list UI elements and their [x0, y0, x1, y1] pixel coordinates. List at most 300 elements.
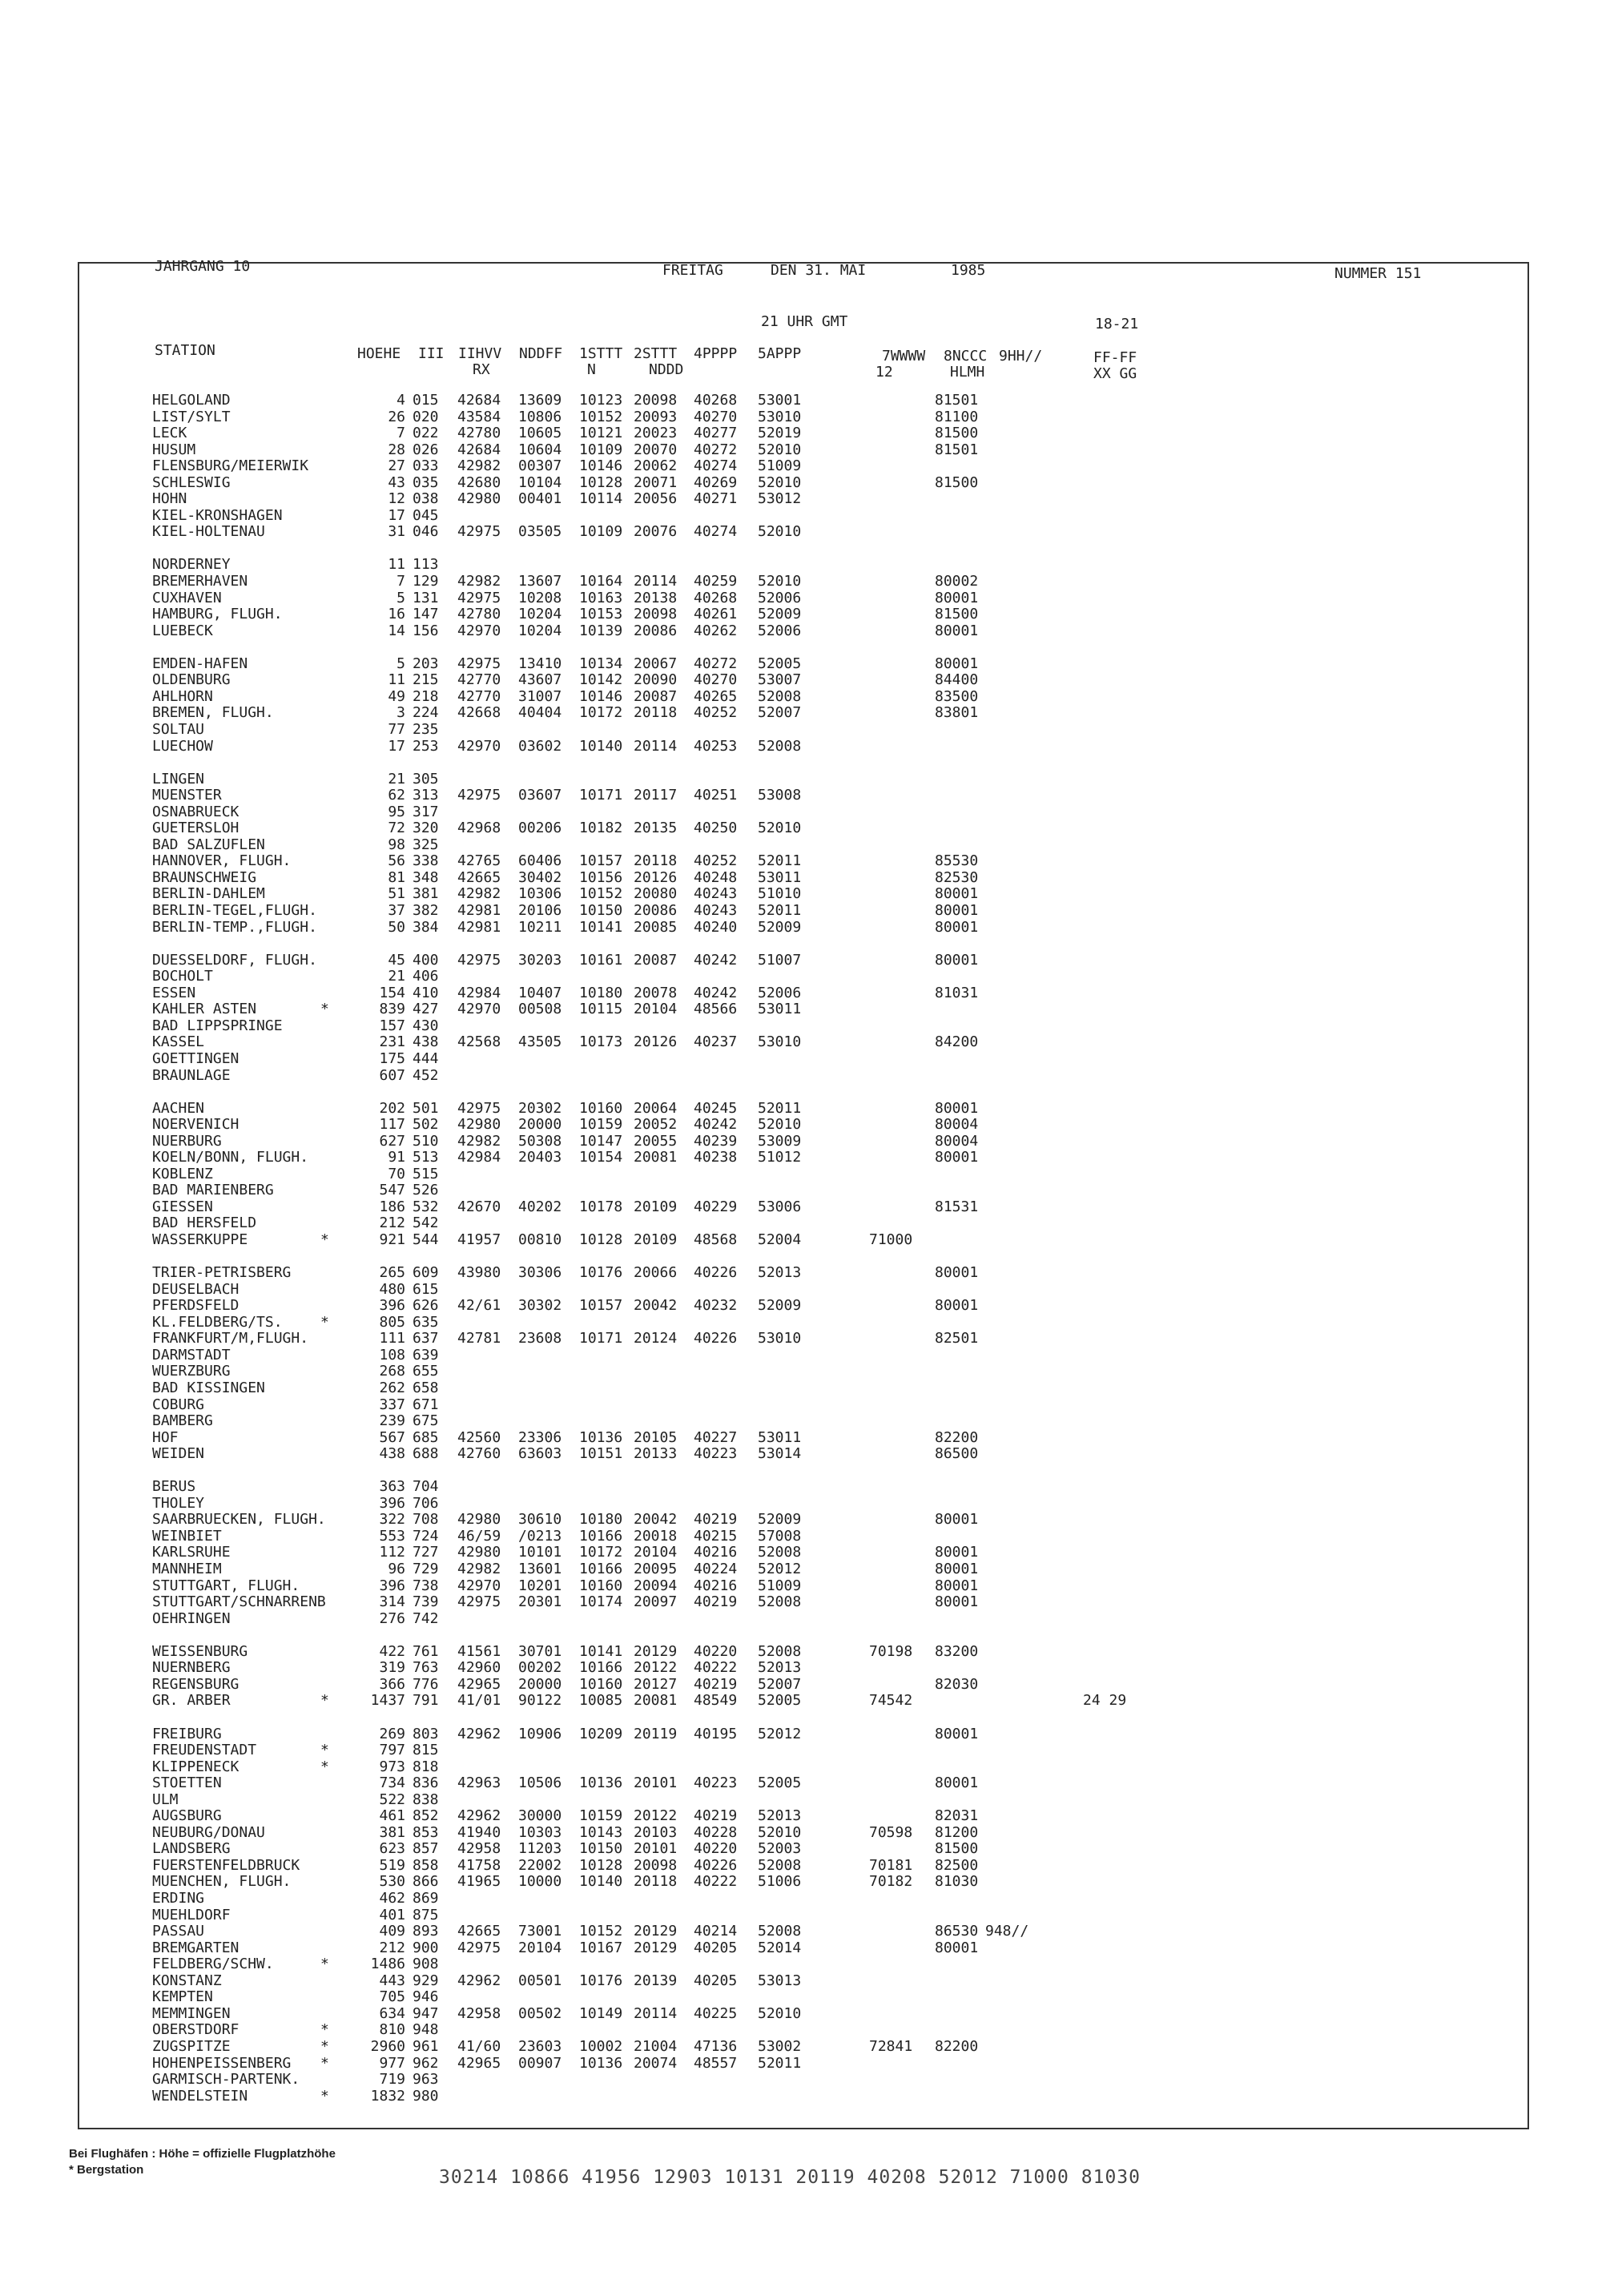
- station-hoehe: 17: [388, 507, 405, 524]
- station-s5: 52006: [758, 985, 802, 1001]
- station-iii: 818: [413, 1758, 439, 1775]
- station-mark: *: [320, 1956, 329, 1972]
- station-hoehe: 186: [379, 1198, 405, 1215]
- station-iii: 218: [413, 688, 439, 705]
- station-s2: 20122: [634, 1659, 678, 1676]
- station-s2: 20078: [634, 985, 678, 1001]
- station-nddff: 10201: [518, 1577, 562, 1594]
- station-p4: 40205: [694, 1972, 738, 1989]
- station-iii: 526: [413, 1182, 439, 1198]
- station-name: TRIER-PETRISBERG: [152, 1264, 292, 1281]
- station-nddff: 20106: [518, 902, 562, 919]
- station-hoehe: 705: [379, 1988, 405, 2005]
- station-nddff: 90122: [518, 1692, 562, 1709]
- station-s5: 52014: [758, 1940, 802, 1956]
- station-n8: 80001: [935, 1774, 979, 1791]
- station-hoehe: 45: [388, 952, 405, 969]
- station-s5: 53014: [758, 1445, 802, 1462]
- station-s5: 52008: [758, 1643, 802, 1660]
- station-s2: 20104: [634, 1544, 678, 1561]
- issue-number: NUMMER 151: [1334, 265, 1422, 282]
- station-n8: 83801: [935, 704, 979, 721]
- station-name: WUERZBURG: [152, 1363, 231, 1380]
- station-s5: 53011: [758, 1429, 802, 1446]
- station-nddff: 10204: [518, 622, 562, 639]
- station-s1: 10143: [579, 1824, 623, 1841]
- station-iii: 215: [413, 671, 439, 688]
- station-s5: 52010: [758, 474, 802, 491]
- station-name: FUERSTENFELDBRUCK: [152, 1857, 300, 1874]
- station-name: STUTTGART, FLUGH.: [152, 1577, 300, 1594]
- station-nddff: 00206: [518, 820, 562, 836]
- station-name: OBERSTDORF: [152, 2021, 239, 2038]
- station-p4: 40216: [694, 1577, 738, 1594]
- station-name: WASSERKUPPE: [152, 1231, 248, 1248]
- station-iihvv: 41957: [457, 1231, 501, 1248]
- station-iii: 615: [413, 1281, 439, 1298]
- station-s5: 52012: [758, 1726, 802, 1742]
- station-nddff: 30302: [518, 1297, 562, 1314]
- station-name: PASSAU: [152, 1923, 205, 1940]
- station-s1: 10140: [579, 1873, 623, 1890]
- time-range: 18-21: [1095, 316, 1139, 332]
- station-hoehe: 77: [388, 721, 405, 738]
- station-hoehe: 627: [379, 1133, 405, 1150]
- station-iii: 022: [413, 425, 439, 441]
- station-s2: 20071: [634, 474, 678, 491]
- station-name: BERUS: [152, 1478, 196, 1495]
- station-name: BAD MARIENBERG: [152, 1182, 274, 1198]
- station-name: AACHEN: [152, 1100, 205, 1117]
- station-nddff: 30306: [518, 1264, 562, 1281]
- station-s1: 10209: [579, 1726, 623, 1742]
- station-name: ESSEN: [152, 985, 196, 1001]
- station-hoehe: 72: [388, 820, 405, 836]
- station-s2: 20018: [634, 1528, 678, 1545]
- station-p4: 40219: [694, 1511, 738, 1528]
- station-s2: 21004: [634, 2038, 678, 2055]
- station-name: GUETERSLOH: [152, 820, 239, 836]
- col-iihvv-sub: RX: [473, 361, 490, 378]
- station-s2: 20114: [634, 573, 678, 590]
- station-iii: 675: [413, 1412, 439, 1429]
- station-iii: 544: [413, 1231, 439, 1248]
- station-nddff: 43505: [518, 1033, 562, 1050]
- station-nddff: 00501: [518, 1972, 562, 1989]
- station-s1: 10136: [579, 2055, 623, 2072]
- station-p4: 40219: [694, 1593, 738, 1610]
- station-name: GIESSEN: [152, 1198, 213, 1215]
- station-s2: 20064: [634, 1100, 678, 1117]
- station-s5: 52005: [758, 1774, 802, 1791]
- station-iii: 946: [413, 1988, 439, 2005]
- station-iihvv: 42765: [457, 852, 501, 869]
- station-s5: 52010: [758, 573, 802, 590]
- station-hoehe: 805: [379, 1314, 405, 1331]
- station-s2: 20098: [634, 392, 678, 409]
- station-hoehe: 1486: [370, 1956, 405, 1972]
- station-p4: 40228: [694, 1824, 738, 1841]
- station-s5: 52009: [758, 919, 802, 936]
- station-name: BAD KISSINGEN: [152, 1380, 265, 1396]
- station-name: FLENSBURG/MEIERWIK: [152, 457, 309, 474]
- station-name: BERLIN-TEGEL,FLUGH.: [152, 902, 317, 919]
- station-name: HUSUM: [152, 441, 196, 458]
- station-hoehe: 480: [379, 1281, 405, 1298]
- station-s2: 20066: [634, 1264, 678, 1281]
- station-n8: 81531: [935, 1198, 979, 1215]
- station-iihvv: 42975: [457, 1940, 501, 1956]
- station-iii: 015: [413, 392, 439, 409]
- station-iihvv: 42680: [457, 474, 501, 491]
- station-iihvv: 42975: [457, 590, 501, 606]
- station-name: KOBLENZ: [152, 1166, 213, 1182]
- station-iii: 400: [413, 952, 439, 969]
- station-iii: 131: [413, 590, 439, 606]
- station-s2: 20067: [634, 655, 678, 672]
- station-s2: 20097: [634, 1593, 678, 1610]
- station-p4: 40248: [694, 869, 738, 886]
- station-iihvv: 42975: [457, 523, 501, 540]
- station-s2: 20101: [634, 1774, 678, 1791]
- station-iii: 203: [413, 655, 439, 672]
- station-nddff: 11203: [518, 1840, 562, 1857]
- station-s2: 20117: [634, 787, 678, 804]
- station-s1: 10134: [579, 655, 623, 672]
- station-nddff: 22002: [518, 1857, 562, 1874]
- station-hoehe: 319: [379, 1659, 405, 1676]
- station-s1: 10139: [579, 622, 623, 639]
- station-s2: 20090: [634, 671, 678, 688]
- station-name: KASSEL: [152, 1033, 205, 1050]
- station-nddff: 63603: [518, 1445, 562, 1462]
- station-name: COBURG: [152, 1396, 205, 1413]
- station-iii: 671: [413, 1396, 439, 1413]
- station-iii: 320: [413, 820, 439, 836]
- station-nddff: 10506: [518, 1774, 562, 1791]
- station-iihvv: 43584: [457, 409, 501, 425]
- station-nddff: 10906: [518, 1726, 562, 1742]
- station-s1: 10136: [579, 1429, 623, 1446]
- station-iii: 947: [413, 2005, 439, 2022]
- station-hoehe: 111: [379, 1330, 405, 1347]
- station-p4: 40274: [694, 457, 738, 474]
- station-s2: 20129: [634, 1923, 678, 1940]
- station-name: MUEHLDORF: [152, 1907, 231, 1923]
- station-iii: 384: [413, 919, 439, 936]
- station-name: KL.FELDBERG/TS.: [152, 1314, 283, 1331]
- station-name: ERDING: [152, 1890, 205, 1907]
- station-s1: 10166: [579, 1659, 623, 1676]
- station-hoehe: 973: [379, 1758, 405, 1775]
- station-name: STOETTEN: [152, 1774, 222, 1791]
- station-nddff: 13410: [518, 655, 562, 672]
- station-iii: 980: [413, 2088, 439, 2105]
- station-nddff: 00810: [518, 1231, 562, 1248]
- station-name: NEUBURG/DONAU: [152, 1824, 265, 1841]
- station-s5: 53009: [758, 1133, 802, 1150]
- station-nddff: 10605: [518, 425, 562, 441]
- station-name: OLDENBURG: [152, 671, 231, 688]
- station-n8: 81501: [935, 392, 979, 409]
- station-s2: 20076: [634, 523, 678, 540]
- station-hoehe: 276: [379, 1610, 405, 1627]
- station-iii: 438: [413, 1033, 439, 1050]
- station-iii: 776: [413, 1676, 439, 1693]
- jahrgang-label: JAHRGANG 10: [155, 258, 251, 275]
- station-hoehe: 21: [388, 968, 405, 985]
- station-s1: 10128: [579, 1857, 623, 1874]
- station-iihvv: 42975: [457, 787, 501, 804]
- station-n8: 80001: [935, 622, 979, 639]
- station-iii: 635: [413, 1314, 439, 1331]
- station-s5: 52010: [758, 2005, 802, 2022]
- station-s1: 10121: [579, 425, 623, 441]
- station-name: WEINBIET: [152, 1528, 222, 1545]
- station-s1: 10156: [579, 869, 623, 886]
- station-s2: 20094: [634, 1577, 678, 1594]
- station-iihvv: 42975: [457, 952, 501, 969]
- station-s1: 10161: [579, 952, 623, 969]
- station-iii: 317: [413, 804, 439, 820]
- station-name: DEUSELBACH: [152, 1281, 239, 1298]
- station-name: HAMBURG, FLUGH.: [152, 606, 283, 622]
- station-iihvv: 42780: [457, 425, 501, 441]
- station-p4: 40262: [694, 622, 738, 639]
- station-hoehe: 607: [379, 1067, 405, 1084]
- station-nddff: 31007: [518, 688, 562, 705]
- station-p4: 40224: [694, 1561, 738, 1577]
- station-s1: 10152: [579, 409, 623, 425]
- col-station: STATION: [155, 342, 215, 359]
- station-s1: 10182: [579, 820, 623, 836]
- station-w7: 70182: [869, 1873, 913, 1890]
- station-iii: 020: [413, 409, 439, 425]
- station-n8: 81500: [935, 1840, 979, 1857]
- station-s2: 20126: [634, 1033, 678, 1050]
- station-p4: 40242: [694, 1116, 738, 1133]
- station-s5: 52013: [758, 1807, 802, 1824]
- station-hoehe: 16: [388, 606, 405, 622]
- station-s2: 20127: [634, 1676, 678, 1693]
- station-name: KIEL-KRONSHAGEN: [152, 507, 283, 524]
- station-iihvv: 42970: [457, 622, 501, 639]
- station-iii: 626: [413, 1297, 439, 1314]
- station-nddff: 00307: [518, 457, 562, 474]
- station-iihvv: 42962: [457, 1807, 501, 1824]
- station-s5: 51009: [758, 457, 802, 474]
- station-name: STUTTGART/SCHNARRENB: [152, 1593, 326, 1610]
- station-n8: 84400: [935, 671, 979, 688]
- station-s2: 20093: [634, 409, 678, 425]
- station-s2: 20129: [634, 1643, 678, 1660]
- station-hoehe: 396: [379, 1297, 405, 1314]
- station-nddff: 10306: [518, 885, 562, 902]
- summary-code-line: 30214 10866 41956 12903 10131 20119 40208 52012 71000 81030: [439, 2167, 1141, 2188]
- station-name: BAD HERSFELD: [152, 1214, 257, 1231]
- year-label: 1985: [951, 262, 986, 279]
- station-iii: 325: [413, 836, 439, 853]
- station-name: NUERNBERG: [152, 1659, 231, 1676]
- station-nddff: 20302: [518, 1100, 562, 1117]
- station-name: LINGEN: [152, 771, 205, 787]
- station-name: NORDERNEY: [152, 556, 231, 573]
- station-s1: 10174: [579, 1593, 623, 1610]
- station-hoehe: 547: [379, 1182, 405, 1198]
- station-iii: 532: [413, 1198, 439, 1215]
- station-p4: 40219: [694, 1676, 738, 1693]
- station-hoehe: 519: [379, 1857, 405, 1874]
- station-hoehe: 1437: [370, 1692, 405, 1709]
- station-p4: 40251: [694, 787, 738, 804]
- station-s1: 10128: [579, 1231, 623, 1248]
- station-p4: 40252: [694, 704, 738, 721]
- station-hoehe: 381: [379, 1824, 405, 1841]
- station-nddff: 20104: [518, 1940, 562, 1956]
- station-p4: 40220: [694, 1643, 738, 1660]
- station-name: BERLIN-TEMP.,FLUGH.: [152, 919, 317, 936]
- station-name: GR. ARBER: [152, 1692, 231, 1709]
- station-iii: 763: [413, 1659, 439, 1676]
- station-hoehe: 95: [388, 804, 405, 820]
- station-p4: 40238: [694, 1149, 738, 1166]
- station-s5: 52010: [758, 441, 802, 458]
- station-s1: 10152: [579, 885, 623, 902]
- station-hoehe: 422: [379, 1643, 405, 1660]
- station-s5: 52010: [758, 820, 802, 836]
- station-p4: 40265: [694, 688, 738, 705]
- station-iihvv: 41940: [457, 1824, 501, 1841]
- station-iii: 852: [413, 1807, 439, 1824]
- station-iihvv: 42965: [457, 1676, 501, 1693]
- station-s1: 10167: [579, 1940, 623, 1956]
- station-s1: 10109: [579, 523, 623, 540]
- station-hoehe: 409: [379, 1923, 405, 1940]
- station-name: GARMISCH-PARTENK.: [152, 2071, 300, 2088]
- station-nddff: 20000: [518, 1116, 562, 1133]
- station-n8: 82530: [935, 869, 979, 886]
- station-s1: 10171: [579, 1330, 623, 1347]
- station-s2: 20138: [634, 590, 678, 606]
- station-name: SAARBRUECKEN, FLUGH.: [152, 1511, 326, 1528]
- station-p4: 40274: [694, 523, 738, 540]
- station-nddff: 03602: [518, 738, 562, 755]
- station-name: WENDELSTEIN: [152, 2088, 248, 2105]
- station-n8: 86530: [935, 1923, 979, 1940]
- station-nddff: 20301: [518, 1593, 562, 1610]
- station-name: GOETTINGEN: [152, 1050, 239, 1067]
- station-hoehe: 81: [388, 869, 405, 886]
- station-s1: 10178: [579, 1198, 623, 1215]
- station-iihvv: 42780: [457, 606, 501, 622]
- station-iihvv: 42668: [457, 704, 501, 721]
- station-name: WEIDEN: [152, 1445, 205, 1462]
- station-hoehe: 96: [388, 1561, 405, 1577]
- station-hoehe: 98: [388, 836, 405, 853]
- station-hoehe: 461: [379, 1807, 405, 1824]
- station-iihvv: 42684: [457, 392, 501, 409]
- station-iihvv: 42560: [457, 1429, 501, 1446]
- station-n8: 81100: [935, 409, 979, 425]
- station-iihvv: 42984: [457, 985, 501, 1001]
- col-5appp: 5APPP: [758, 345, 802, 362]
- station-iii: 761: [413, 1643, 439, 1660]
- station-p4: 40250: [694, 820, 738, 836]
- station-hoehe: 839: [379, 1001, 405, 1017]
- station-iihvv: 42968: [457, 820, 501, 836]
- station-iii: 724: [413, 1528, 439, 1545]
- station-s2: 20086: [634, 622, 678, 639]
- station-nddff: 10407: [518, 985, 562, 1001]
- station-iii: 510: [413, 1133, 439, 1150]
- station-iii: 035: [413, 474, 439, 491]
- station-p4: 40222: [694, 1659, 738, 1676]
- station-s1: 10160: [579, 1676, 623, 1693]
- station-name: FREIBURG: [152, 1726, 222, 1742]
- station-s1: 10176: [579, 1972, 623, 1989]
- station-nddff: 03505: [518, 523, 562, 540]
- station-iii: 113: [413, 556, 439, 573]
- station-name: LECK: [152, 425, 187, 441]
- station-s5: 52010: [758, 1116, 802, 1133]
- station-p4: 48568: [694, 1231, 738, 1248]
- station-p4: 40229: [694, 1198, 738, 1215]
- station-n8: 82030: [935, 1676, 979, 1693]
- station-nddff: 60406: [518, 852, 562, 869]
- station-n8: 82200: [935, 1429, 979, 1446]
- station-iii: 655: [413, 1363, 439, 1380]
- station-hoehe: 50: [388, 919, 405, 936]
- station-name: CUXHAVEN: [152, 590, 222, 606]
- station-iii: 046: [413, 523, 439, 540]
- station-name: HOHN: [152, 490, 187, 507]
- station-hoehe: 154: [379, 985, 405, 1001]
- station-p4: 40243: [694, 885, 738, 902]
- station-iii: 427: [413, 1001, 439, 1017]
- station-name: HOHENPEISSENBERG: [152, 2055, 292, 2072]
- station-iihvv: 42670: [457, 1198, 501, 1215]
- station-p4: 40226: [694, 1264, 738, 1281]
- date-label: DEN 31. MAI: [771, 262, 867, 279]
- station-iii: 738: [413, 1577, 439, 1594]
- station-n8: 83200: [935, 1643, 979, 1660]
- station-iii: 338: [413, 852, 439, 869]
- col-ff-sub: XX GG: [1093, 365, 1137, 382]
- station-p4: 40239: [694, 1133, 738, 1150]
- station-hoehe: 31: [388, 523, 405, 540]
- station-iii: 026: [413, 441, 439, 458]
- station-s1: 10173: [579, 1033, 623, 1050]
- station-iihvv: 42981: [457, 902, 501, 919]
- station-iihvv: 42568: [457, 1033, 501, 1050]
- station-iii: 875: [413, 1907, 439, 1923]
- station-p4: 40237: [694, 1033, 738, 1050]
- station-iihvv: 41561: [457, 1643, 501, 1660]
- station-hoehe: 175: [379, 1050, 405, 1067]
- col-ff: FF-FF: [1093, 349, 1137, 366]
- station-n8: 81500: [935, 474, 979, 491]
- station-s5: 52004: [758, 1231, 802, 1248]
- station-nddff: 43607: [518, 671, 562, 688]
- station-iii: 908: [413, 1956, 439, 1972]
- station-s5: 52008: [758, 1544, 802, 1561]
- station-p4: 40242: [694, 952, 738, 969]
- station-name: KARLSRUHE: [152, 1544, 231, 1561]
- station-s1: 10172: [579, 704, 623, 721]
- station-nddff: 30610: [518, 1511, 562, 1528]
- station-iii: 688: [413, 1445, 439, 1462]
- station-n8: 84200: [935, 1033, 979, 1050]
